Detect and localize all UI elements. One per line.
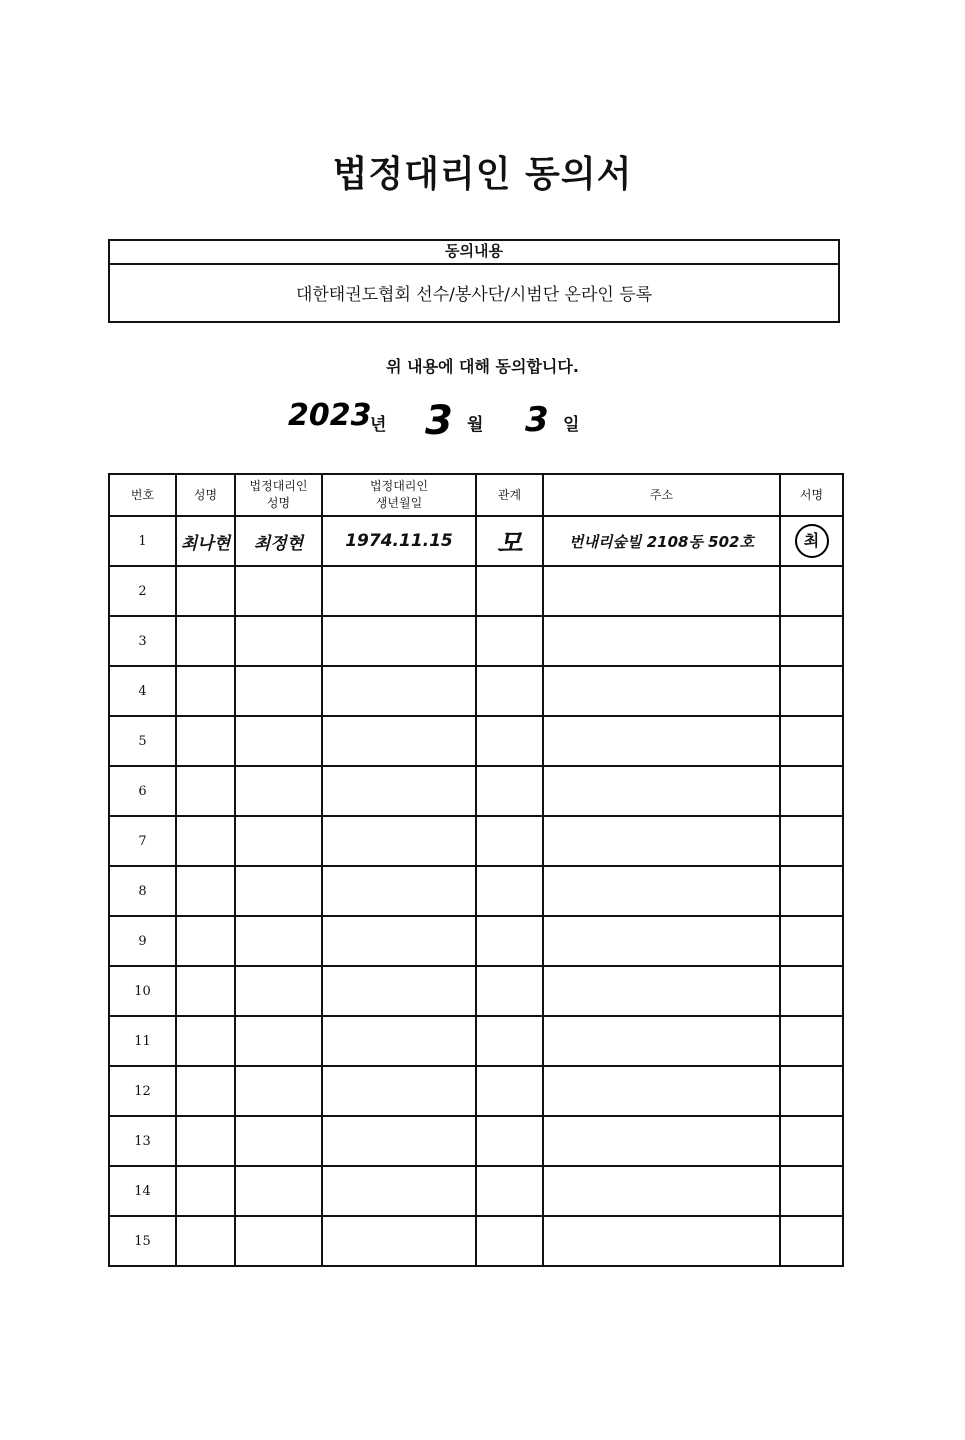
cell-signature[interactable] [780,1216,843,1266]
table-row [109,816,843,866]
cell-signature[interactable] [780,916,843,966]
cell-relation[interactable] [476,566,543,616]
consent-header: 동의내용 [110,241,838,265]
cell-name[interactable] [176,1216,235,1266]
cell-number: 9 [109,916,176,966]
cell-guardian-birth[interactable] [322,566,476,616]
cell-address[interactable] [543,1216,780,1266]
cell-number: 2 [109,566,176,616]
table-row [109,916,843,966]
cell-guardian-name[interactable] [235,1166,322,1216]
cell-relation[interactable] [476,616,543,666]
table-row [109,1066,843,1116]
date-day-label: 일 [563,415,580,435]
cell-name[interactable] [176,1066,235,1116]
cell-guardian-name[interactable] [235,516,322,566]
cell-number: 12 [109,1066,176,1116]
table-row [109,966,843,1016]
document-title: 법정대리인 동의서 [332,154,633,195]
cell-guardian-birth[interactable] [322,1016,476,1066]
cell-guardian-birth[interactable] [322,666,476,716]
cell-name[interactable] [176,866,235,916]
cell-name[interactable] [176,516,235,566]
cell-number: 6 [109,766,176,816]
cell-guardian-birth[interactable] [322,616,476,666]
cell-guardian-birth[interactable] [322,766,476,816]
cell-name[interactable] [176,916,235,966]
cell-signature[interactable] [780,616,843,666]
cell-address[interactable] [543,1016,780,1066]
cell-guardian-birth[interactable] [322,966,476,1016]
cell-name[interactable] [176,666,235,716]
date-day-handwritten[interactable]: 3 [525,400,549,440]
agree-statement: 위 내용에 대해 동의합니다. [386,357,579,376]
cell-relation[interactable] [476,716,543,766]
cell-address[interactable] [543,716,780,766]
cell-signature[interactable] [780,766,843,816]
cell-guardian-birth[interactable] [322,716,476,766]
cell-number: 1 [109,516,176,566]
cell-name[interactable] [176,1166,235,1216]
cell-guardian-name[interactable] [235,1216,322,1266]
cell-address[interactable] [543,516,780,566]
cell-guardian-birth[interactable] [322,1216,476,1266]
cell-number: 13 [109,1116,176,1166]
cell-name[interactable] [176,816,235,866]
handwritten-name: 최나현 [180,533,231,554]
cell-relation[interactable] [476,766,543,816]
cell-guardian-birth[interactable] [322,866,476,916]
guardian-table [108,473,844,1267]
cell-signature[interactable] [780,716,843,766]
cell-relation[interactable] [476,516,543,566]
table-header-row [109,474,843,516]
cell-relation[interactable] [476,1066,543,1116]
cell-name[interactable] [176,566,235,616]
header-name: 성명 [176,474,235,516]
cell-guardian-name[interactable] [235,866,322,916]
date-year-label: 년 [370,415,387,435]
table-row [109,516,843,566]
table-row [109,766,843,816]
table-row [109,866,843,916]
cell-address[interactable] [543,1066,780,1116]
date-month-handwritten[interactable]: 3 [425,398,453,444]
cell-number: 15 [109,1216,176,1266]
cell-address[interactable] [543,666,780,716]
cell-guardian-name[interactable] [235,666,322,716]
cell-relation[interactable] [476,966,543,1016]
cell-guardian-birth[interactable] [322,816,476,866]
cell-signature[interactable] [780,866,843,916]
cell-name[interactable] [176,966,235,1016]
cell-signature[interactable] [780,566,843,616]
table-row [109,1216,843,1266]
handwritten-guardian-name: 최정현 [253,533,304,554]
cell-number: 14 [109,1166,176,1216]
cell-address[interactable] [543,916,780,966]
cell-guardian-birth[interactable] [322,916,476,966]
cell-guardian-name[interactable] [235,966,322,1016]
handwritten-relation: 모 [496,528,523,559]
cell-address[interactable] [543,866,780,916]
cell-address[interactable] [543,616,780,666]
cell-signature[interactable] [780,1116,843,1166]
cell-relation[interactable] [476,866,543,916]
header-signature: 서명 [780,474,843,516]
signature-mark: 최 [795,524,829,558]
cell-guardian-birth[interactable] [322,1116,476,1166]
cell-signature[interactable] [780,966,843,1016]
cell-signature[interactable] [780,1066,843,1116]
cell-guardian-name[interactable] [235,766,322,816]
consent-box [108,239,840,323]
table-row [109,1166,843,1216]
table-row [109,566,843,616]
cell-number: 4 [109,666,176,716]
table-row [109,716,843,766]
cell-guardian-birth[interactable] [322,1166,476,1216]
cell-guardian-name[interactable] [235,616,322,666]
header-guardian-birth: 법정대리인 생년월일 [322,474,476,516]
table-row [109,666,843,716]
handwritten-address: 번내리숲빌 2108동 502호 [569,532,754,551]
date-year-handwritten[interactable]: 2023 [288,398,372,433]
cell-number: 5 [109,716,176,766]
cell-address[interactable] [543,1116,780,1166]
cell-address[interactable] [543,1166,780,1216]
cell-guardian-name[interactable] [235,716,322,766]
cell-relation[interactable] [476,816,543,866]
handwritten-guardian-birth: 1974.11.15 [345,531,453,551]
cell-address[interactable] [543,966,780,1016]
cell-address[interactable] [543,766,780,816]
cell-guardian-name[interactable] [235,1116,322,1166]
cell-relation[interactable] [476,666,543,716]
cell-signature[interactable] [780,516,843,566]
cell-name[interactable] [176,766,235,816]
cell-guardian-name[interactable] [235,816,322,866]
cell-signature[interactable] [780,666,843,716]
cell-guardian-name[interactable] [235,916,322,966]
header-address: 주소 [543,474,780,516]
cell-address[interactable] [543,816,780,866]
cell-number: 7 [109,816,176,866]
cell-name[interactable] [176,1116,235,1166]
cell-address[interactable] [543,566,780,616]
cell-number: 11 [109,1016,176,1066]
cell-relation[interactable] [476,1166,543,1216]
cell-relation[interactable] [476,1016,543,1066]
cell-name[interactable] [176,616,235,666]
cell-guardian-name[interactable] [235,1016,322,1066]
cell-guardian-name[interactable] [235,566,322,616]
cell-relation[interactable] [476,916,543,966]
cell-signature[interactable] [780,1166,843,1216]
table-row [109,1016,843,1066]
table-row [109,1116,843,1166]
cell-guardian-name[interactable] [235,1066,322,1116]
cell-relation[interactable] [476,1116,543,1166]
cell-signature[interactable] [780,816,843,866]
cell-guardian-birth[interactable] [322,516,476,566]
cell-number: 8 [109,866,176,916]
cell-signature[interactable] [780,1016,843,1066]
cell-number: 10 [109,966,176,1016]
consent-content: 대한태권도협회 선수/봉사단/시범단 온라인 등록 [295,285,653,305]
date-month-label: 월 [467,415,484,435]
cell-name[interactable] [176,716,235,766]
header-relation: 관계 [476,474,543,516]
header-number: 번호 [109,474,176,516]
cell-name[interactable] [176,1016,235,1066]
cell-guardian-birth[interactable] [322,1066,476,1116]
cell-number: 3 [109,616,176,666]
header-guardian-name: 법정대리인 성명 [235,474,322,516]
cell-relation[interactable] [476,1216,543,1266]
table-row [109,616,843,666]
